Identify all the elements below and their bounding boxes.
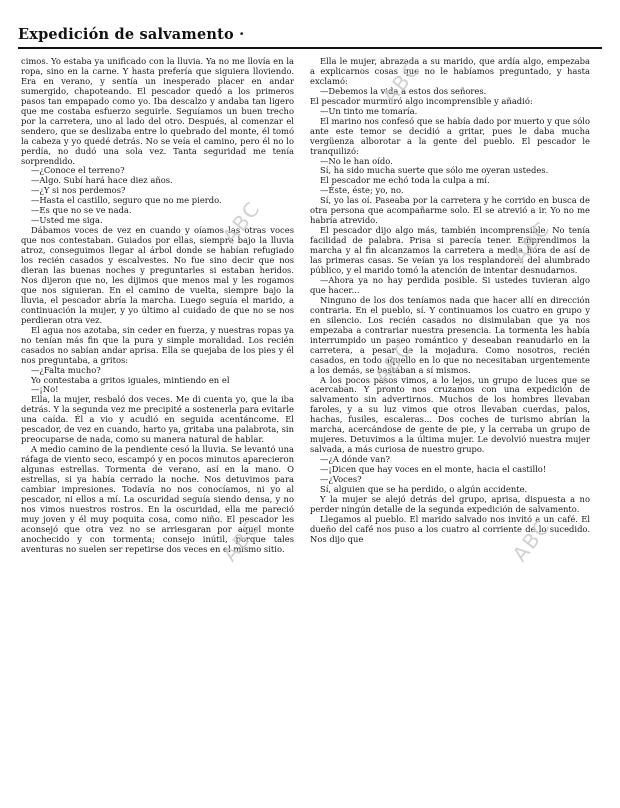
article-paragraph: —Ahora ya no hay perdida posible. Si ustedes tuvieran algo que hacer... — [310, 274, 590, 295]
article-paragraph: cimos. Yo estaba ya unificado con la lluvia. Ya no me llovía en la ropa, sino en la carne. Y hasta prefería que siguiera lloviendo. Era en verano, y sentía un inesperado placer en andar sumergido, chapoteando. El pescador quedó a los primeros pasos tan empapado como yo. Iba descalzo y andaba tan ligero que me costaba esfuerzo seguirle. Seguíamos un buen trecho por la carretera, uno al lado del otro. Después, al comenzar el sendero, que se deslizaba entre lo quebrado del monte, él tomó la cabeza y yo quedé detrás. No se veía el camino, pero él no lo perdía, no dudó una sola vez. Tanta seguridad me tenía sorprendido. — [21, 56, 294, 166]
article-paragraph: Yo contestaba a gritos iguales, mintiendo en el — [31, 374, 230, 385]
article-paragraph: Y la mujer se alejó detrás del grupo, aprisa, dispuesta a no perder ningún detalle de la segunda expedición de salvamento. — [310, 493, 590, 514]
abc-watermark: ABC — [507, 216, 556, 268]
article-paragraph: Sí, ha sido mucha suerte que sólo me oyeran ustedes. — [320, 165, 549, 176]
article-paragraph: El pescador me echó toda la culpa a mí. — [320, 175, 490, 186]
article-paragraph: Dábamos voces de vez en cuando y oíamos las otras voces que nos contestaban. Guiados por ellas, siempre bajo la lluvia atroz, conseguimos llegar al árbol donde se habían refugiado los recién casados y escalvestes. No fue sino decir que nos dieran las buenas noches y preguntarles si estaban heridos. Nos dijeron que no, les dijimos que menos mal y les rogamos que nos siguieran. En el camino de vuelta, siempre bajo la lluvia, el pescador abría la marcha. Luego seguía el marido, a continuación la mujer, y yo último al cuidado de que no se nos perdieran otra vez. — [21, 225, 294, 325]
left-column — [21, 57, 294, 555]
article-paragraph: —Hasta el castillo, seguro que no me pierdo. — [31, 195, 222, 206]
abc-watermark: ABC — [507, 514, 556, 566]
article-paragraph: A medio camino de la pendiente cesó la lluvia. Se levantó una ráfaga de viento seco, escampó y en pocos minutos aparecieron algunas estrellas. Tormenta de verano, así en la mano. O estrellas, si ya había cerrado la noche. Nos detuvimos para cambiar impresiones. Todavía no nos conocíamos, ni yo al pescador, ni ellos a mí. La oscuridad seguía siendo densa, y no nos vimos nuestros rostros. En la oscuridad, ella me pareció muy joven y él muy poquita cosa, como niño. El pescador les aconsejó que otra vez no se arriesgaran por aquel monte anochecido y con tormenta; consejo inútil, porque tales aventuras no suelen ser repetirse dos veces en el mismo sitio. — [21, 444, 294, 554]
article-paragraph: —¿Voces? — [320, 474, 362, 485]
article-paragraph: Ninguno de los dos teníamos nada que hacer allí en dirección contraria. En el pueblo, sí. Y continuamos los cuatro en grupo y en silencio. Los recién casados no disimulaban que ya nos empezaba a contrariar nuestra presencia. La tormenta les había interrumpido un paseo romántico y deseaban reanudarlo en la carretera, a pesar de la mojadura. Como nosotros, recién casados, en todo aquello en lo que no necesitaban urgentemente a los demás, se bastaban a sí mismos. — [310, 294, 590, 375]
article-paragraph: —¿A dónde van? — [320, 454, 390, 465]
article-paragraph: —Algo. Subí hará hace diez años. — [31, 175, 173, 186]
article-paragraph: —Usted me siga. — [31, 215, 103, 226]
article-paragraph: —Éste, éste; yo, no. — [320, 185, 404, 196]
article-paragraph: El agua nos azotaba, sin ceder en fuerza, y nuestras ropas ya no tenían más fin que la pura y simple moralidad. Los recién casados no sabían andar aprisa. Ella se quejaba de los pies y él nos preguntaba, a gritos: — [21, 324, 294, 365]
article-paragraph: —No le han oído. — [320, 155, 393, 166]
article-paragraph: —Es que no se ve nada. — [31, 205, 132, 216]
abc-watermark: ABC — [217, 514, 266, 566]
article-paragraph: A los pocos pasos vimos, a lo lejos, un grupo de luces que se acercaban. Y pronto nos cruzamos con una expedición de salvamento sin advertirnos. Muchos de los hombres llevaban faroles, y a su luz vimos que otros llevaban cuerdas, palos, hachas, fusiles, escaleras... Dos coches de turismo abrían la marcha, acercándose de gente de pie, y la cerraba un grupo de mujeres. Detuvimos a la última mujer. Le devolvió nuestra mujer salvada, a más curiosa de nuestro grupo. — [310, 374, 590, 455]
right-column — [310, 57, 590, 545]
abc-watermark: ABC — [369, 336, 418, 388]
article-paragraph: —Un tinto me tomaría. — [320, 105, 418, 116]
article-paragraph: Ella, la mujer, resbaló dos veces. Me di cuenta yo, que la iba detrás. Y la segunda vez me precipité a sostenerla para evitarle una caída. Él a vio y acudió en seguida acentáncome. El pescador, de vez en cuando, harto ya, gritaba una palabrota, sin preocuparse de nada, como su manera natural de hablar. — [21, 394, 294, 445]
article-paragraph: —¿Falta mucho? — [31, 364, 101, 375]
headline-rule — [18, 47, 602, 49]
abc-watermark: ABC — [377, 56, 426, 108]
article-paragraph: —¿Y si nos perdemos? — [31, 185, 126, 196]
article-paragraph: —¿Conoce el terreno? — [31, 165, 125, 176]
article-paragraph: —¡Dicen que hay voces en el monte, hacia el castillo! — [320, 464, 547, 475]
article-paragraph: El pescador dijo algo más, también incomprensible. No tenía facilidad de palabra. Prisa si parecía tener. Emprendimos la marcha y al fin alcanzamos la carretera a media hora de así de las primeras casas. Se veían ya los resplandores del alumbrado público, y el marido tomó la atención de intentar desnudarnos. — [310, 225, 590, 276]
article-headline: Expedición de salvamento · — [18, 26, 245, 43]
article-paragraph: Sí, alguien que se ha perdido, o algún accidente. — [320, 483, 528, 494]
article-paragraph: Sí, yo las oí. Paseaba por la carretera y he corrido en busca de otra persona que acompañarme solo. El se atrevió a ir. Yo no me habría atrevido. — [310, 195, 590, 226]
article-paragraph: El marino nos confesó que se había dado por muerto y que sólo ante este temor se decidió a gritar, pues le daba mucha vergüenza alborotar a la gente del pueblo. El pescador le tranquilizó: — [310, 115, 590, 156]
article-paragraph: —¡No! — [31, 384, 59, 395]
article-paragraph: Llegamos al pueblo. El marido salvado nos invitó a un café. El dueño del café nos puso a los cuatro al corriente de lo sucedido. Nos dijo que — [310, 513, 590, 544]
abc-watermark: ABC — [217, 196, 266, 248]
article-paragraph: —Debemos la vida a estos dos señores. — [320, 85, 487, 96]
article-paragraph: El pescador murmuró algo incomprensible y añadió: — [310, 95, 533, 106]
article-paragraph: Ella le mujer, abrazada a su marido, que ardía algo, empezaba a explicarnos cosas que no le habíamos preguntado, y hasta exclamó: — [310, 56, 590, 86]
